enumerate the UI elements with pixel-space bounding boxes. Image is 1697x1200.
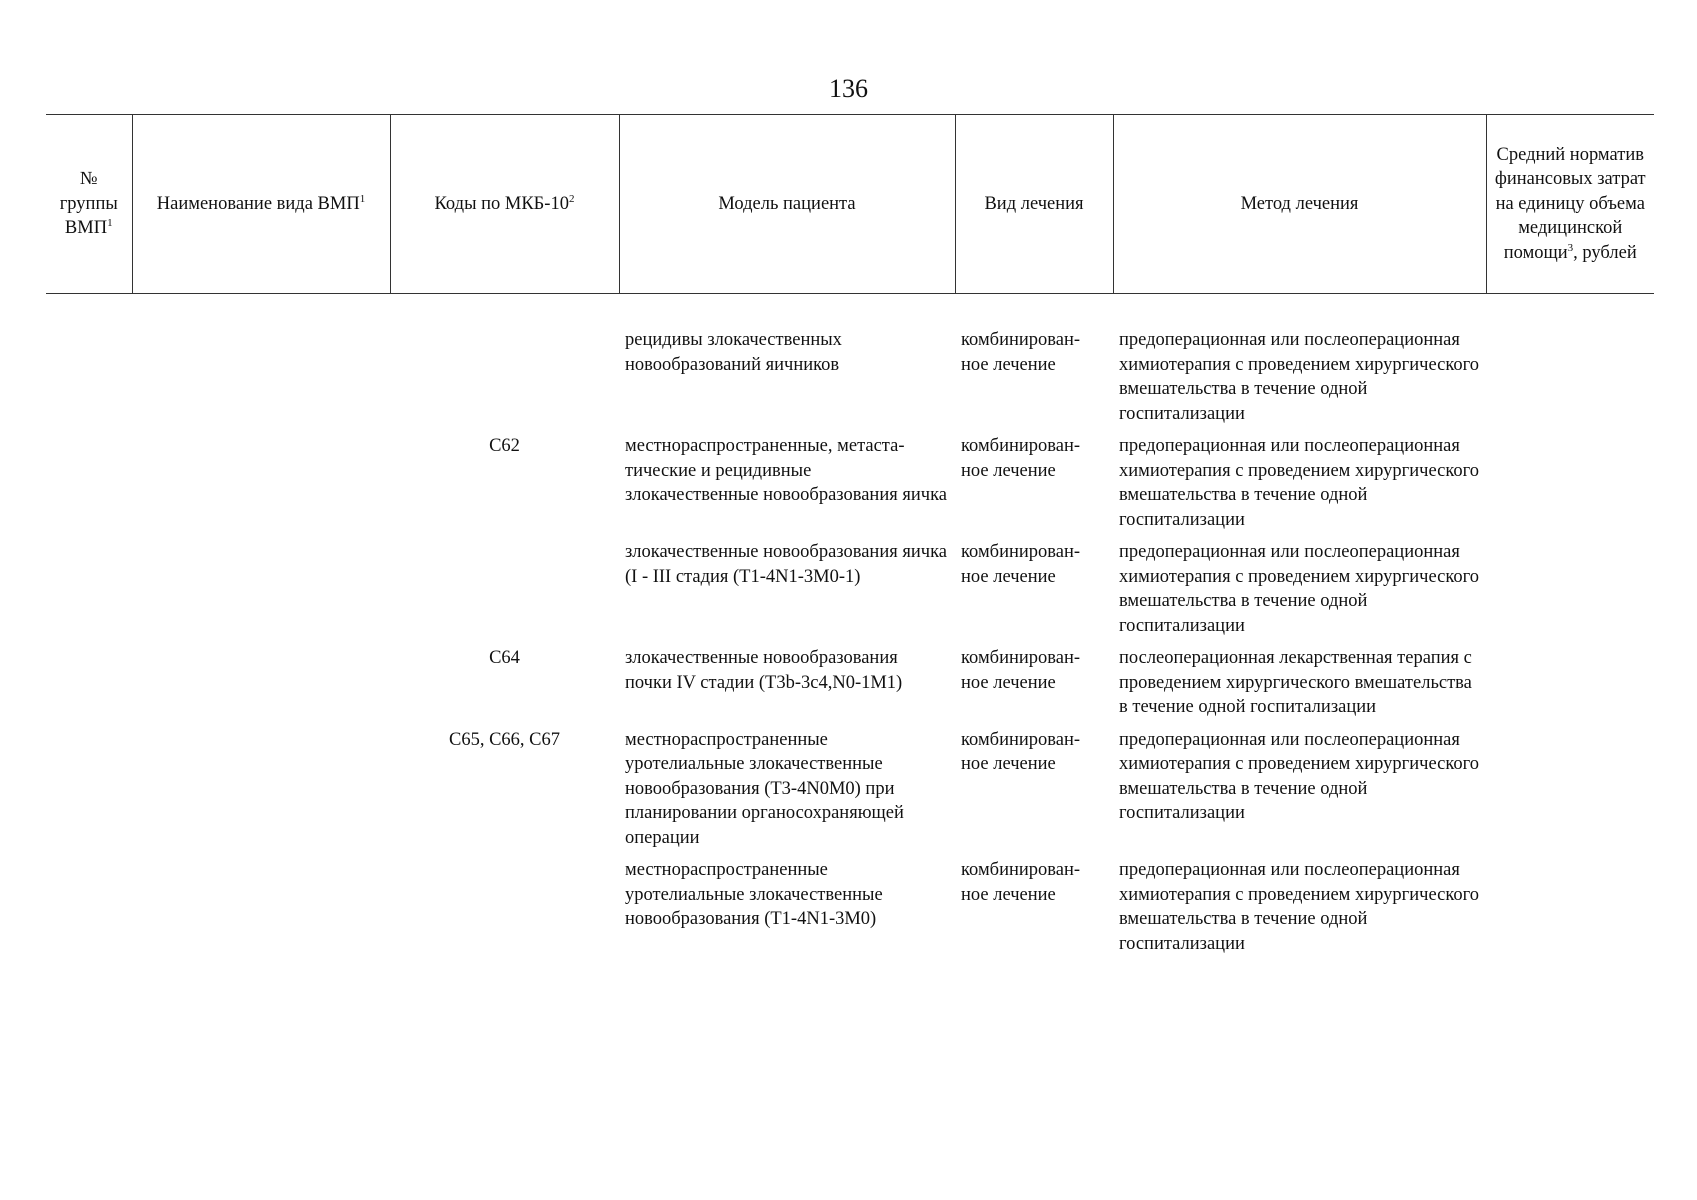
vmp-name-cell xyxy=(132,328,390,434)
cost-cell xyxy=(1486,728,1654,859)
cost-cell xyxy=(1486,540,1654,646)
group-number-cell xyxy=(46,728,132,859)
treatment-type-cell: комбинирован-ное лечение xyxy=(961,729,1081,774)
page-number: 136 xyxy=(829,74,868,103)
icd-code-cell: C62 xyxy=(489,436,520,456)
table-header xyxy=(46,115,1654,294)
patient-model-cell: злокачественные новообразования яичка (I - III стадия (T1-4N1-3M0-1) xyxy=(625,542,947,587)
vmp-name-cell xyxy=(132,728,390,859)
icd-code-cell xyxy=(390,540,619,646)
patient-model-cell: местнораспространенные, метаста-тические и рецидивные злокачественные новообразования яичка xyxy=(625,436,947,505)
patient-model-cell: рецидивы злокачественных новообразований яичников xyxy=(625,330,842,375)
vmp-name-cell xyxy=(132,858,390,964)
patient-model-cell: местнораспространенные уротелиальные злокачественные новообразования (T3-4N0M0) при планировании органосохраняющей операции xyxy=(625,729,904,848)
treatment-method-cell: предоперационная или послеоперационная химиотерапия с проведением хирургического вмешательства в течение одной госпитализации xyxy=(1119,436,1480,530)
table-row xyxy=(46,646,1654,728)
table-row xyxy=(46,328,1654,434)
patient-model-cell: местнораспространенные уротелиальные злокачественные новообразования (T1-4N1-3M0) xyxy=(625,860,883,929)
treatment-type-cell: комбинирован-ное лечение xyxy=(961,542,1081,587)
treatment-type-cell: комбинирован-ное лечение xyxy=(961,648,1081,693)
header-group-number: № группы ВМП$^1$ xyxy=(46,115,132,294)
table-body xyxy=(46,294,1654,965)
treatment-method-cell: предоперационная или послеоперационная химиотерапия с проведением хирургического вмешательства в течение одной госпитализации xyxy=(1119,542,1480,636)
group-number-cell xyxy=(46,434,132,540)
icd-code-cell: C65, C66, C67 xyxy=(448,729,561,750)
treatment-type-cell: комбинирован-ное лечение xyxy=(961,330,1081,375)
treatment-type-cell: комбинирован-ное лечение xyxy=(961,436,1081,481)
vmp-name-cell xyxy=(132,646,390,728)
header-treatment-type: Вид лечения xyxy=(955,115,1113,294)
header-vmp-name: Наименование вида ВМП$^1$ xyxy=(132,115,390,294)
group-number-cell xyxy=(46,540,132,646)
header-treatment-method: Метод лечения xyxy=(1113,115,1486,294)
icd-code-cell xyxy=(390,858,619,964)
table-row xyxy=(46,540,1654,646)
treatment-method-cell: предоперационная или послеоперационная химиотерапия с проведением хирургического вмешательства в течение одной госпитализации xyxy=(1119,860,1480,954)
vmp-name-cell xyxy=(132,434,390,540)
cost-cell xyxy=(1486,646,1654,728)
cost-cell xyxy=(1486,858,1654,964)
treatment-method-cell: предоперационная или послеоперационная химиотерапия с проведением хирургического вмешательства в течение одной госпитализации xyxy=(1119,330,1480,424)
group-number-cell xyxy=(46,646,132,728)
treatment-method-cell: послеоперационная лекарственная терапия с проведением хирургического вмешательства в течение одной госпитализации xyxy=(1119,648,1472,717)
header-icd-codes: Коды по МКБ-$10^2$ xyxy=(390,115,619,294)
patient-model-cell: злокачественные новообразования почки IV стадии (T3b-3c4,N0-1M1) xyxy=(625,648,903,693)
vmp-name-cell xyxy=(132,540,390,646)
group-number-cell xyxy=(46,328,132,434)
header-patient-model: Модель пациента xyxy=(619,115,955,294)
icd-code-cell xyxy=(390,328,619,434)
icd-code-cell: C64 xyxy=(489,648,520,668)
group-number-cell xyxy=(46,858,132,964)
table-row xyxy=(46,728,1654,859)
table-row xyxy=(46,858,1654,964)
vmp-table xyxy=(46,114,1654,964)
cost-cell xyxy=(1486,434,1654,540)
treatment-type-cell: комбинирован-ное лечение xyxy=(961,860,1081,905)
table-row xyxy=(46,434,1654,540)
treatment-method-cell: предоперационная или послеоперационная химиотерапия с проведением хирургического вмешательства в течение одной госпитализации xyxy=(1119,729,1480,823)
header-cost-standard: Средний норматив финансовых затрат на единицу объема медицинской помощи$^3$, рублей xyxy=(1486,115,1654,294)
cost-cell xyxy=(1486,328,1654,434)
